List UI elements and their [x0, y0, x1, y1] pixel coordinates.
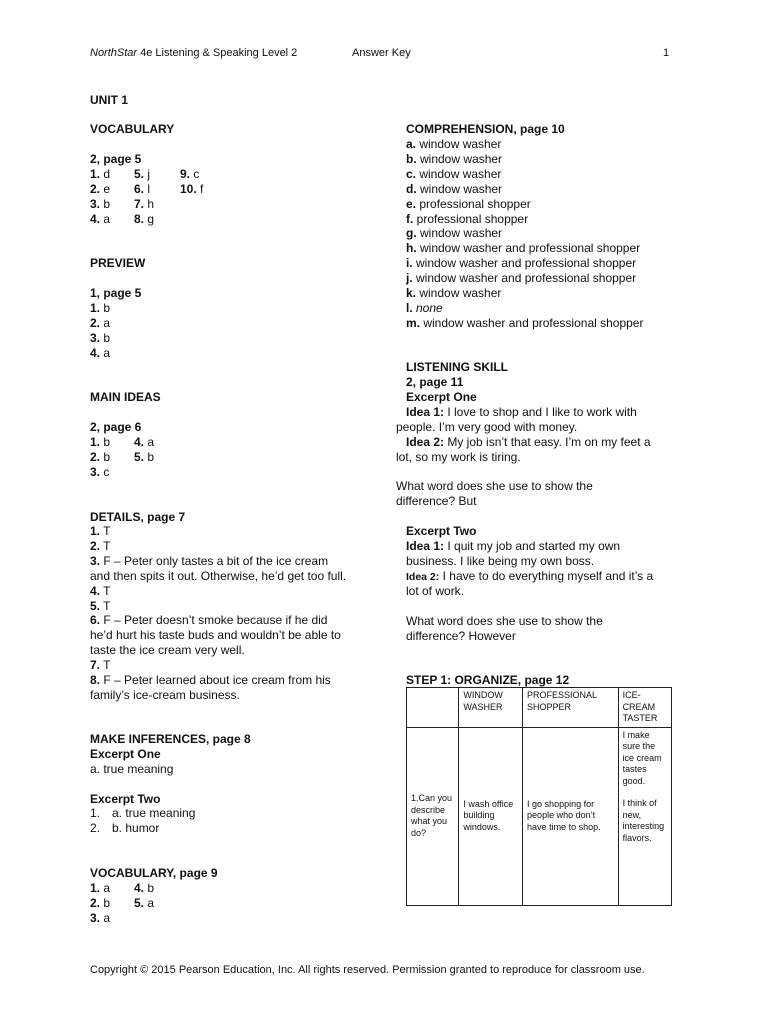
- answer: i. window washer and professional shopper: [406, 256, 637, 271]
- table-header-cell: PROFESSIONAL SHOPPER: [523, 688, 619, 728]
- answer: d. window washer: [406, 181, 503, 196]
- answer: 1. a: [90, 881, 111, 895]
- answer-line: he’d hurt his taste buds and wouldn’t be able to: [90, 628, 341, 643]
- vocab-answers: [90, 167, 220, 227]
- main-ideas-answers: [90, 435, 178, 480]
- comprehension-answers: [406, 137, 643, 331]
- answer: 5. j: [134, 167, 151, 181]
- answer: 2. a: [90, 315, 111, 330]
- excerpt-two-idea2-cont: lot of work.: [406, 584, 465, 598]
- answer: 3. a: [90, 910, 111, 925]
- inferences-excerpt-one-answer: a. true meaning: [90, 762, 174, 776]
- answer: k. window washer: [406, 286, 502, 301]
- excerpt-two-idea2: Idea 2: I have to do everything myself and it’s a: [406, 569, 654, 583]
- answer-line: and then spits it out. Otherwise, he’d get too full.: [90, 568, 347, 583]
- taster-answer-1: I make sure the ice cream tastes good.: [622, 729, 662, 786]
- answer: 4. a: [90, 211, 111, 226]
- vocab2-heading: VOCABULARY, page 9: [90, 866, 218, 880]
- organize-table: [406, 687, 672, 906]
- taster-cell: [618, 727, 671, 905]
- answer: l. none: [406, 300, 443, 315]
- inferences-excerpt-two: Excerpt Two: [90, 792, 161, 806]
- inferences-excerpt-two-answers: [90, 806, 195, 836]
- answer: 9. c: [180, 167, 200, 181]
- answer-line: 6. F – Peter doesn’t smoke because if he did: [90, 613, 328, 628]
- listening-heading: LISTENING SKILL: [406, 360, 508, 374]
- inferences-heading: MAKE INFERENCES, page 8: [90, 732, 251, 746]
- answer: 5. b: [134, 449, 155, 464]
- answer-line: 3. F – Peter only tastes a bit of the ice cream: [90, 553, 329, 568]
- answer-line: family’s ice-cream business.: [90, 687, 240, 702]
- answer-line: 7. T: [90, 658, 111, 673]
- answer: 4. a: [90, 345, 111, 360]
- listening-excerpt-one: Excerpt One: [406, 390, 477, 404]
- vocab-subheading: 2, page 5: [90, 152, 142, 166]
- question-cell: 1.Can you describe what you do?: [407, 727, 459, 905]
- details-answers: [90, 524, 346, 703]
- book-subtitle: 4e Listening & Speaking Level 2: [137, 47, 298, 59]
- excerpt-two-answer: difference? However: [406, 629, 516, 643]
- comprehension-heading: COMPREHENSION, page 10: [406, 122, 565, 136]
- answer: e. professional shopper: [406, 196, 531, 211]
- copyright-footer: Copyright © 2015 Pearson Education, Inc. All rights reserved. Permission granted to reproduce for classroom use.: [90, 964, 645, 976]
- table-header-row: [407, 688, 672, 728]
- answer: 6. l: [134, 181, 151, 196]
- organize-heading: STEP 1: ORGANIZE, page 12: [406, 673, 570, 687]
- answer: j. window washer and professional shopper: [406, 271, 637, 286]
- answer: 3. c: [90, 464, 110, 479]
- answer: 1. d: [90, 167, 111, 181]
- excerpt-one-question: What word does she use to show the: [396, 479, 593, 493]
- table-header-cell: WINDOW WASHER: [459, 688, 523, 728]
- answer: g. window washer: [406, 226, 503, 241]
- table-row: [407, 727, 672, 905]
- answer-line: 5. T: [90, 598, 111, 613]
- excerpt-two-idea1-cont: business. I like being my own boss.: [406, 554, 595, 568]
- answer: 7. h: [134, 196, 155, 211]
- answer: 2. b: [90, 449, 111, 464]
- preview-subheading: 1, page 5: [90, 286, 142, 300]
- table-header-cell: [407, 688, 459, 728]
- answer: 4. a: [134, 435, 155, 449]
- answer: 1. b: [90, 435, 111, 449]
- answer: 2. b. humor: [90, 820, 160, 835]
- excerpt-one-idea1-cont: people. I’m very good with money.: [396, 420, 578, 434]
- answer: 10. f: [180, 181, 204, 196]
- answer-line: 1. T: [90, 524, 111, 538]
- answer: 1. a. true meaning: [90, 806, 196, 820]
- inferences-excerpt-one: Excerpt One: [90, 747, 161, 761]
- answer-line: 2. T: [90, 538, 111, 553]
- running-header: [90, 47, 297, 59]
- excerpt-two-question: What word does she use to show the: [406, 614, 603, 628]
- listening-excerpt-two: Excerpt Two: [406, 524, 477, 538]
- answer: m. window washer and professional shopper: [406, 315, 644, 330]
- answer: 3. b: [90, 196, 111, 211]
- table-header-cell: ICE-CREAM TASTER: [618, 688, 671, 728]
- answer: 2. e: [90, 181, 111, 196]
- excerpt-one-idea1: Idea 1: I love to shop and I like to work with: [406, 405, 637, 419]
- details-heading: DETAILS, page 7: [90, 510, 186, 524]
- answer: 1. b: [90, 301, 111, 315]
- listening-subheading: 2, page 11: [406, 375, 464, 389]
- answer: b. window washer: [406, 151, 503, 166]
- vocab-heading: VOCABULARY: [90, 122, 175, 136]
- excerpt-one-idea2: Idea 2: My job isn’t that easy. I’m on my feet a: [406, 435, 651, 449]
- taster-answer-2: I think of new, interesting flavors.: [622, 798, 665, 843]
- unit-title: UNIT 1: [90, 93, 129, 107]
- main-ideas-heading: MAIN IDEAS: [90, 390, 161, 404]
- answer: 3. b: [90, 330, 111, 345]
- excerpt-one-idea2-cont: lot, so my work is tiring.: [396, 450, 521, 464]
- main-ideas-subheading: 2, page 6: [90, 420, 142, 434]
- preview-heading: PREVIEW: [90, 256, 146, 270]
- preview-answers: [90, 301, 110, 361]
- doc-type: Answer Key: [352, 47, 411, 59]
- answer: 8. g: [134, 211, 155, 226]
- vocab2-answers: [90, 881, 178, 926]
- page-number: 1: [663, 47, 670, 59]
- answer: 2. b: [90, 895, 111, 910]
- answer: 4. b: [134, 881, 155, 895]
- excerpt-two-idea1: Idea 1: I quit my job and started my own: [406, 539, 621, 553]
- book-title: NorthStar: [90, 47, 138, 59]
- window-washer-cell: I wash office building windows.: [459, 727, 523, 905]
- answer: 5. a: [134, 895, 155, 910]
- answer-line: 4. T: [90, 583, 111, 598]
- answer: f. professional shopper: [406, 211, 529, 226]
- answer-line: taste the ice cream very well.: [90, 643, 245, 658]
- answer: h. window washer and professional shopper: [406, 241, 641, 256]
- shopper-cell: I go shopping for people who don’t have time to shop.: [523, 727, 619, 905]
- excerpt-one-answer: difference? But: [396, 494, 477, 508]
- answer: c. window washer: [406, 166, 502, 181]
- answer: a. window washer: [406, 137, 502, 151]
- answer-line: 8. F – Peter learned about ice cream from his: [90, 673, 331, 688]
